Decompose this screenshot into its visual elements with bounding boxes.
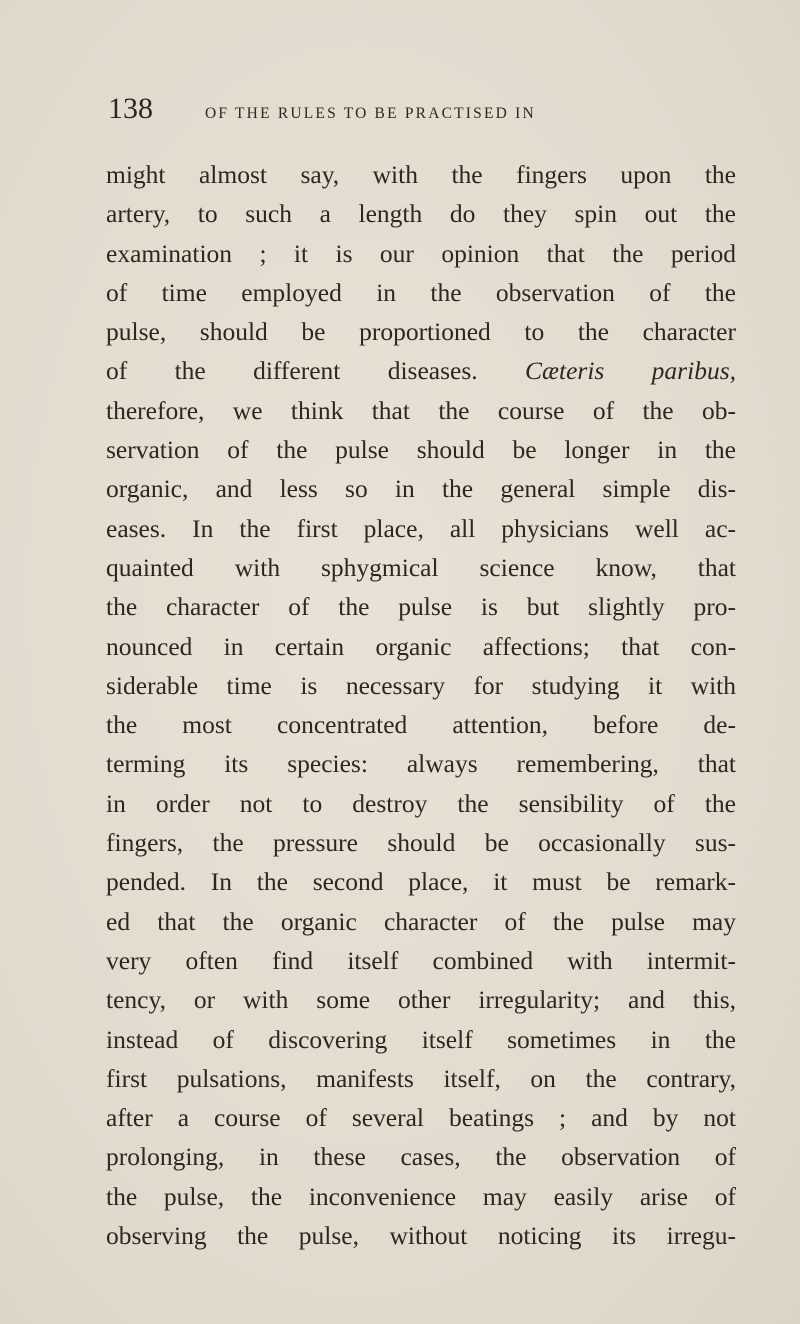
italic-phrase: Cæteris paribus,	[525, 356, 736, 386]
text-line: instead of discovering itself sometimes in the	[106, 1024, 736, 1054]
text-line: organic, and less so in the general simple dis-	[106, 474, 736, 504]
text-line: siderable time is necessary for studying it with	[106, 670, 736, 700]
text-line: quainted with sphygmical science know, that	[106, 552, 736, 582]
text-line: observing the pulse, without noticing its irregu-	[106, 1221, 736, 1251]
text-line: ed that the organic character of the pulse may	[106, 906, 736, 936]
text-line: the character of the pulse is but slightly pro-	[106, 592, 736, 622]
text-line: might almost say, with the fingers upon the	[106, 160, 736, 189]
page-number: 138	[108, 92, 153, 125]
text-line: prolonging, in these cases, the observation of	[106, 1142, 736, 1172]
text-line: eases. In the first place, all physicians well ac-	[106, 513, 736, 543]
text-line: fingers, the pressure should be occasionally sus-	[106, 828, 736, 858]
text-line: terming its species: always remembering, that	[106, 749, 736, 779]
text-line: of time employed in the observation of the	[106, 277, 736, 307]
text-line: therefore, we think that the course of the ob-	[106, 395, 736, 425]
text-line: nounced in certain organic affections; that con-	[106, 631, 736, 661]
page-header	[108, 92, 748, 132]
text-line: first pulsations, manifests itself, on the contrary,	[106, 1063, 736, 1093]
text-line: the pulse, the inconvenience may easily arise of	[106, 1181, 736, 1211]
text-line: tency, or with some other irregularity; and this,	[106, 985, 736, 1015]
text-line: pulse, should be proportioned to the character	[106, 317, 736, 347]
text-line: very often find itself combined with intermit-	[106, 945, 736, 975]
text-line: pended. In the second place, it must be remark-	[106, 867, 736, 897]
text-line: servation of the pulse should be longer in the	[106, 435, 736, 465]
text-line: in order not to destroy the sensibility of the	[106, 788, 736, 818]
body-text	[106, 155, 736, 1255]
text-line: artery, to such a length do they spin out the	[106, 199, 736, 229]
text-line: examination ; it is our opinion that the period	[106, 238, 736, 268]
text-segment: of the different diseases.	[106, 356, 478, 386]
running-head: OF THE RULES TO BE PRACTISED IN	[205, 105, 536, 122]
text-line-with-italic	[106, 351, 736, 390]
text-line: after a course of several beatings ; and by not	[106, 1103, 736, 1133]
text-line: the most concentrated attention, before de-	[106, 710, 736, 740]
